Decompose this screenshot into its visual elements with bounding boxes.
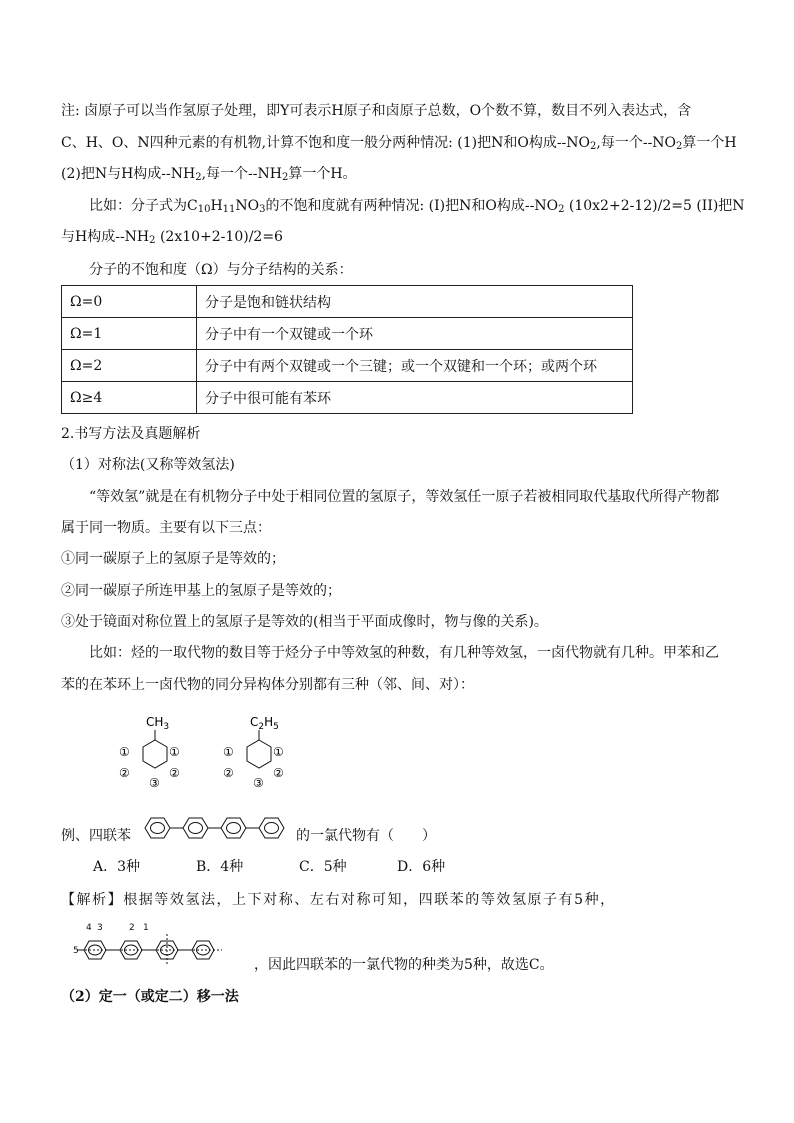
- example-line-2: 苯的在苯环上一卤代物的同分异构体分别都有三种（邻、间、对）：: [61, 677, 474, 693]
- svg-text:CH3: $CH_3$: [146, 715, 170, 732]
- rule-2: ②同一碳原子所连甲基上的氢原子是等效的；: [61, 583, 341, 599]
- svg-text:③: ③: [149, 776, 160, 790]
- option-d: D．6种: [397, 859, 446, 875]
- subsection-heading-2: （2）定一（或定二）移一法: [61, 989, 239, 1005]
- svg-text:②: ②: [119, 766, 130, 780]
- svg-text:2: 2: [129, 923, 135, 933]
- table-row: Ω=0 分子是饱和链状结构: [62, 286, 633, 318]
- table-intro: 分子的不饱和度（Ω）与分子结构的关系：: [89, 262, 353, 278]
- table-row: Ω≥4 分子中很可能有苯环: [62, 382, 633, 414]
- unsaturation-table: [61, 285, 633, 414]
- option-a: A．3种: [93, 859, 141, 875]
- svg-text:C2H5: $C_2H_5$: [250, 715, 279, 732]
- table-row: Ω=1 分子中有一个双键或一个环: [62, 318, 633, 350]
- equivalent-h-line-2: 属于同一物质。主要有以下三点：: [61, 520, 271, 536]
- example-formula-line-1: 比如：分子式为$C_{10}H_{11}NO_3$的不饱和度就有两种情况: (I)把N和O构成$--NO_2$ (10x2+2-12)/2=5 (II)把N: [89, 198, 745, 215]
- example-formula-line-2: 与H构成$--NH_2$ (2x10+2-10)/2=6: [61, 229, 283, 246]
- option-c: C．5种: [299, 859, 347, 875]
- subsection-heading-1: （1）对称法(又称等效氢法): [61, 457, 235, 473]
- svg-text:②: ②: [223, 766, 234, 780]
- svg-text:②: ②: [273, 766, 284, 780]
- rule-1: ①同一碳原子上的氢原子是等效的；: [61, 551, 285, 567]
- analysis-line-1: 【解析】根据等效氢法，上下对称、左右对称可知，四联苯的等效氢原子有5种，: [61, 892, 616, 908]
- table-row: Ω=2 分子中有两个双键或一个三键；或一个双键和一个环；或两个环: [62, 350, 633, 382]
- section-heading-2: 2.书写方法及真题解析: [61, 426, 201, 442]
- quaterphenyl-structure: [143, 813, 293, 843]
- svg-text:1: 1: [143, 923, 149, 933]
- quaterphenyl-labeled-structure: [72, 920, 260, 968]
- equivalent-h-line-1: “等效氢”就是在有机物分子中处于相同位置的氢原子，等效氢任一原子若被相同取代基取代所得产物都: [89, 489, 720, 505]
- svg-text:①: ①: [273, 745, 284, 759]
- svg-text:5: 5: [73, 946, 79, 956]
- ethylbenzene-structure: [223, 715, 284, 790]
- svg-text:①: ①: [223, 745, 234, 759]
- svg-text:③: ③: [253, 776, 264, 790]
- question-suffix: 的一氯代物有（ ）: [296, 828, 436, 844]
- svg-text:①: ①: [169, 745, 180, 759]
- benzene-structures: [110, 708, 310, 792]
- rule-3: ③处于镜面对称位置上的氢原子是等效的(相当于平面成像时，物与像的关系)。: [61, 614, 548, 630]
- note-line-1: 注: 卤原子可以当作氢原子处理，即Y可表示H原子和卤原子总数，O个数不算，数目不列入表达式，含: [61, 103, 692, 119]
- note-line-3: (2)把N与H构成$--NH_2$,每一个$--NH_2$算一个H。: [61, 166, 357, 183]
- toluene-structure: [119, 715, 180, 790]
- analysis-line-2: ，因此四联苯的一氯代物的种类为5种，故选C。: [254, 957, 554, 973]
- svg-text:4: 4: [86, 923, 92, 933]
- note-line-2: C、H、O、N四种元素的有机物,计算不饱和度一般分两种情况: (1)把N和O构成$--NO_2$,每一个$--NO_2$算一个H: [61, 135, 737, 152]
- svg-text:①: ①: [119, 745, 130, 759]
- example-line-1: 比如：烃的一取代物的数目等于烃分子中等效氢的种数，有几种等效氢，一卤代物就有几种。甲苯和乙: [89, 645, 719, 661]
- option-b: B．4种: [196, 859, 244, 875]
- svg-text:3: 3: [97, 923, 103, 933]
- question-line: 例、四联苯: [61, 828, 131, 844]
- svg-text:②: ②: [169, 766, 180, 780]
